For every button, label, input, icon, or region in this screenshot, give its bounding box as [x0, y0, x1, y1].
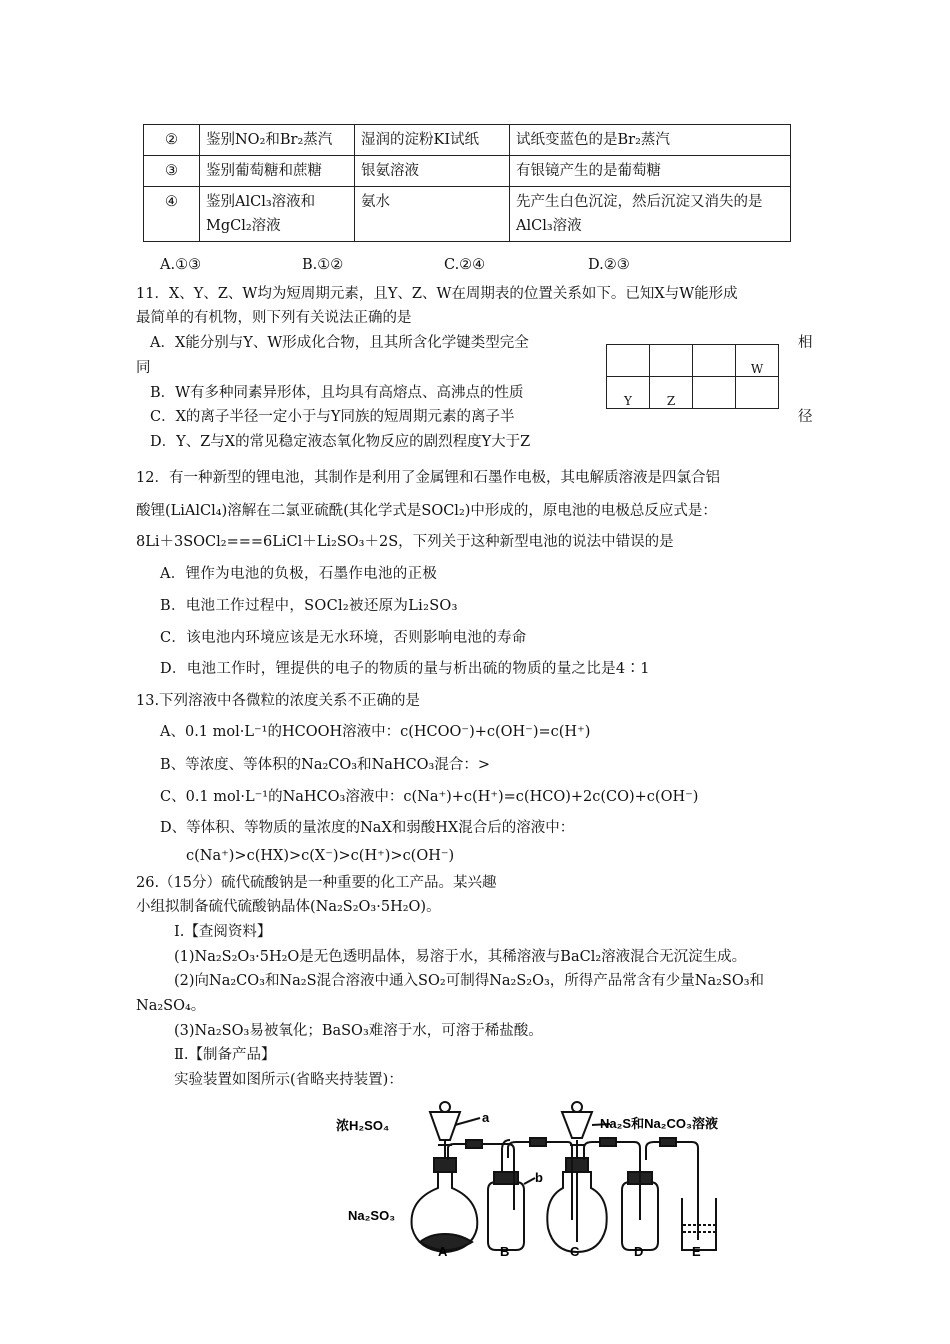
apparatus-diagram [330, 1100, 750, 1265]
row-item: 鉴别葡萄糖和蔗糖 [200, 156, 355, 187]
q12-option-c: C．该电池内环境应该是无水环境，否则影响电池的寿命 [160, 630, 527, 646]
q26-stem-line2: 小组拟制备硫代硫酸钠晶体(Na₂S₂O₃·5H₂O)。 [136, 899, 441, 915]
q26-point-2: (2)向Na₂CO₃和Na₂S混合溶液中通入SO₂可制得Na₂S₂O₃，所得产品常含有少量Na₂SO₃和 [174, 973, 765, 989]
q13-option-b: B、等浓度、等体积的Na₂CO₃和NaHCO₃混合：> [160, 757, 491, 773]
q11-option-a: A．X能分别与Y、W形成化合物，且其所含化学键类型完全 [150, 335, 529, 351]
q13-option-a: A、0.1 mol·L⁻¹的HCOOH溶液中：c(HCOO⁻)+c(OH⁻)=c(H⁺) [160, 724, 591, 740]
q12-stem-line1: 12．有一种新型的锂电池，其制作是利用了金属锂和石墨作电极，其电解质溶液是四氯合铝 [136, 470, 720, 486]
grid-cell [650, 345, 693, 377]
q26-point-2-cont: Na₂SO₄。 [136, 998, 206, 1014]
table-row [144, 125, 791, 156]
q26-stem-line1: 26.（15分）硫代硫酸钠是一种重要的化工产品。某兴趣 [136, 875, 497, 891]
grid-cell [693, 345, 736, 377]
experiment-table [143, 124, 791, 242]
label-letter-c: C [570, 1244, 580, 1259]
row-num: ④ [144, 187, 200, 242]
row-reagent: 银氨溶液 [355, 156, 510, 187]
periodic-grid [606, 344, 779, 409]
q12-option-d: D．电池工作时，锂提供的电子的物质的量与析出硫的物质的量之比是4∶1 [160, 661, 650, 677]
q26-section-2: Ⅱ.【制备产品】 [174, 1047, 276, 1063]
label-solution: Na₂S和Na₂CO₃溶液 [600, 1116, 718, 1131]
q10-option-c: C.②④ [444, 257, 486, 273]
q10-option-a: A.①③ [160, 257, 202, 273]
grid-cell [736, 377, 779, 409]
q13-option-d: D、等体积、等物质的量浓度的NaX和弱酸HX混合后的溶液中： [160, 820, 575, 836]
label-letter-d: D [634, 1244, 644, 1259]
q26-point-4: 实验装置如图所示(省略夹持装置)： [174, 1072, 403, 1088]
label-na2so3: Na₂SO₃ [348, 1208, 396, 1223]
q11-option-a-cont: 同 [136, 360, 151, 376]
q11-option-d: D．Y、Z与X的常见稳定液态氧化物反应的剧烈程度Y大于Z [150, 434, 531, 450]
q13-option-c: C、0.1 mol·L⁻¹的NaHCO₃溶液中：c(Na⁺)+c(H⁺)=c(HCO)+2c(CO)+c(OH⁻) [160, 789, 699, 805]
row-num: ③ [144, 156, 200, 187]
table-row [144, 156, 791, 187]
label-letter-e: E [692, 1244, 701, 1259]
label-conc-h2so4: 浓H₂SO₄ [336, 1118, 390, 1133]
q13-stem: 13.下列溶液中各微粒的浓度关系不正确的是 [136, 693, 421, 709]
table-row [144, 187, 791, 242]
row-result: 先产生白色沉淀，然后沉淀又消失的是AlCl₃溶液 [510, 187, 791, 242]
label-letter-a: A [438, 1244, 448, 1259]
row-item: 鉴别AlCl₃溶液和MgCl₂溶液 [200, 187, 355, 242]
grid-cell-w: W [736, 345, 779, 377]
q26-point-3: (3)Na₂SO₃易被氧化；BaSO₃难溶于水，可溶于稀盐酸。 [174, 1023, 543, 1039]
row-reagent: 氨水 [355, 187, 510, 242]
q12-option-b: B．电池工作过程中，SOCl₂被还原为Li₂SO₃ [160, 598, 458, 614]
row-num: ② [144, 125, 200, 156]
q11-stem-line2: 最简单的有机物，则下列有关说法正确的是 [136, 310, 412, 326]
grid-cell [693, 377, 736, 409]
grid-cell [607, 345, 650, 377]
q11-option-c-tail: 径 [798, 409, 813, 425]
row-item: 鉴别NO₂和Br₂蒸汽 [200, 125, 355, 156]
q11-option-b: B．W有多种同素异形体，且均具有高熔点、高沸点的性质 [150, 385, 524, 401]
q12-stem-line3: 8Li＋3SOCl₂===6LiCl＋Li₂SO₃＋2S，下列关于这种新型电池的说法中错误的是 [136, 534, 674, 550]
label-letter-b: B [500, 1244, 510, 1259]
q11-stem-line1: 11．X、Y、Z、W均为短周期元素，且Y、Z、W在周期表的位置关系如下。已知X与W能形成 [136, 286, 738, 302]
q12-option-a: A．锂作为电池的负极，石墨作电池的正极 [160, 566, 438, 582]
grid-cell-y: Y [607, 377, 650, 409]
q26-point-1: (1)Na₂S₂O₃·5H₂O是无色透明晶体，易溶于水，其稀溶液与BaCl₂溶液混合无沉淀生成。 [174, 949, 747, 965]
row-reagent: 湿润的淀粉KI试纸 [355, 125, 510, 156]
label-b: b [535, 1170, 543, 1185]
q13-option-d-formula: c(Na⁺)>c(HX)>c(X⁻)>c(H⁺)>c(OH⁻) [186, 848, 455, 864]
q10-option-d: D.②③ [588, 257, 630, 273]
q11-option-c: C．X的离子半径一定小于与Y同族的短周期元素的离子半 [150, 409, 515, 425]
q11-option-a-tail: 相 [798, 335, 813, 351]
row-result: 有银镜产生的是葡萄糖 [510, 156, 791, 187]
q12-stem-line2: 酸锂(LiAlCl₄)溶解在二氯亚硫酰(其化学式是SOCl₂)中形成的，原电池的电极总反应式是： [136, 503, 717, 519]
q26-section-1: Ⅰ.【查阅资料】 [174, 924, 272, 940]
q10-option-b: B.①② [302, 257, 344, 273]
grid-cell-z: Z [650, 377, 693, 409]
row-result: 试纸变蓝色的是Br₂蒸汽 [510, 125, 791, 156]
label-a: a [482, 1110, 490, 1125]
